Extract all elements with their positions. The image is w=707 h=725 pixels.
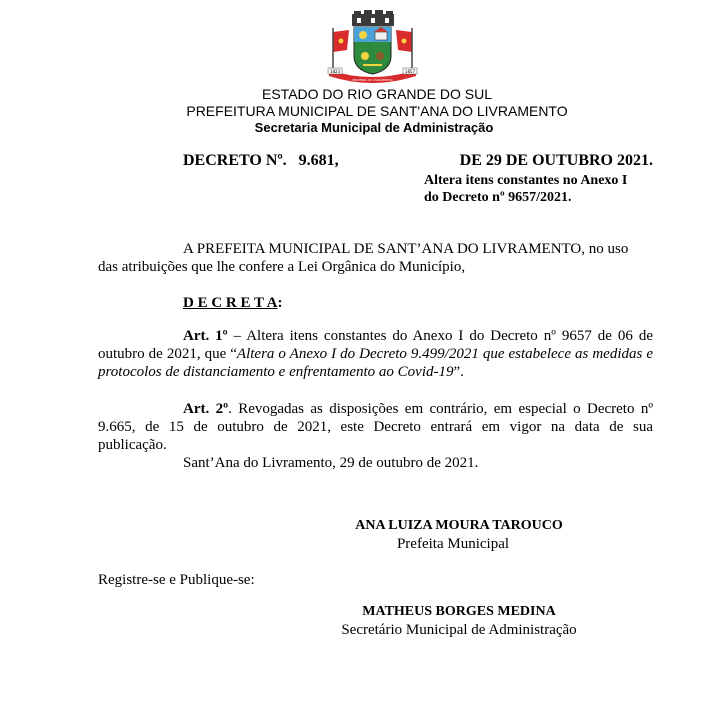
mayor-title: Prefeita Municipal bbox=[396, 536, 510, 552]
decreta-heading bbox=[183, 294, 282, 312]
art1-line-3 bbox=[98, 363, 464, 381]
prefecture-name: PREFEITURA MUNICIPAL DE SANT'ANA DO LIVRAMENTO bbox=[186, 103, 568, 119]
secretariat-name: Secretaria Municipal de Administração bbox=[254, 120, 494, 135]
art2-label: Art. 2º bbox=[183, 401, 229, 417]
coat-of-arms-right-year: 1857 bbox=[404, 69, 416, 74]
decree-date: DE 29 DE OUTUBRO 2021. bbox=[459, 152, 653, 169]
place-date: Sant’Ana do Livramento, 29 de outubro de 2021. bbox=[183, 455, 479, 471]
art1-line-3-italic: protocolos de distanciamento e enfrentamento ao Covid-19 bbox=[98, 364, 454, 380]
preamble-line-1: A PREFEITA MUNICIPAL DE SANT’ANA DO LIVRAMENTO, no uso bbox=[183, 241, 629, 257]
preamble-line-2: das atribuições que lhe confere a Lei Orgânica do Município, bbox=[98, 259, 466, 275]
mayor-name: ANA LUIZA MOURA TAROUCO bbox=[355, 518, 563, 533]
art2-line-1-text: . Revogadas as disposições em contrário, em especial o Decreto nº bbox=[228, 401, 653, 417]
secretary-name: MATHEUS BORGES MEDINA bbox=[362, 604, 556, 619]
art1-line-2 bbox=[98, 345, 653, 363]
decree-number: DECRETO Nº. 9.681, bbox=[183, 152, 339, 169]
decreta-colon: : bbox=[277, 295, 283, 311]
art1-line-1 bbox=[183, 327, 653, 345]
art2-line-2: 9.665, de 15 de outubro de 2021, este Decreto entrará em vigor na data de sua bbox=[98, 419, 653, 435]
coat-of-arms-ribbon-text: PRIMEIRA AO LIVRAMENTO bbox=[352, 78, 393, 82]
art1-label: Art. 1º bbox=[183, 328, 228, 344]
art1-line-2-italic: Altera o Anexo I do Decreto 9.499/2021 que estabelece as medidas e bbox=[236, 346, 653, 362]
decree-heading bbox=[183, 151, 653, 171]
art1-line-2-plain: outubro de 2021, que “ bbox=[98, 346, 237, 362]
decreta-word: D E C R E T A bbox=[183, 295, 278, 311]
decree-summary-line-1: Altera itens constantes no Anexo I bbox=[424, 173, 628, 188]
art1-line-3-end: ”. bbox=[453, 364, 464, 380]
art1-line-1-text: – Altera itens constantes do Anexo I do Decreto nº 9657 de 06 de bbox=[227, 328, 653, 344]
register-publish-text: Registre-se e Publique-se: bbox=[98, 572, 255, 588]
state-name: ESTADO DO RIO GRANDE DO SUL bbox=[262, 86, 492, 102]
decree-summary-line-2: do Decreto nº 9657/2021. bbox=[424, 190, 572, 205]
coat-of-arms-logo bbox=[325, 10, 420, 85]
art2-line-3: publicação. bbox=[98, 437, 167, 453]
coat-of-arms-left-year: 1823 bbox=[329, 69, 341, 74]
art2-line-1 bbox=[183, 400, 653, 418]
secretary-title: Secretário Municipal de Administração bbox=[341, 622, 577, 638]
